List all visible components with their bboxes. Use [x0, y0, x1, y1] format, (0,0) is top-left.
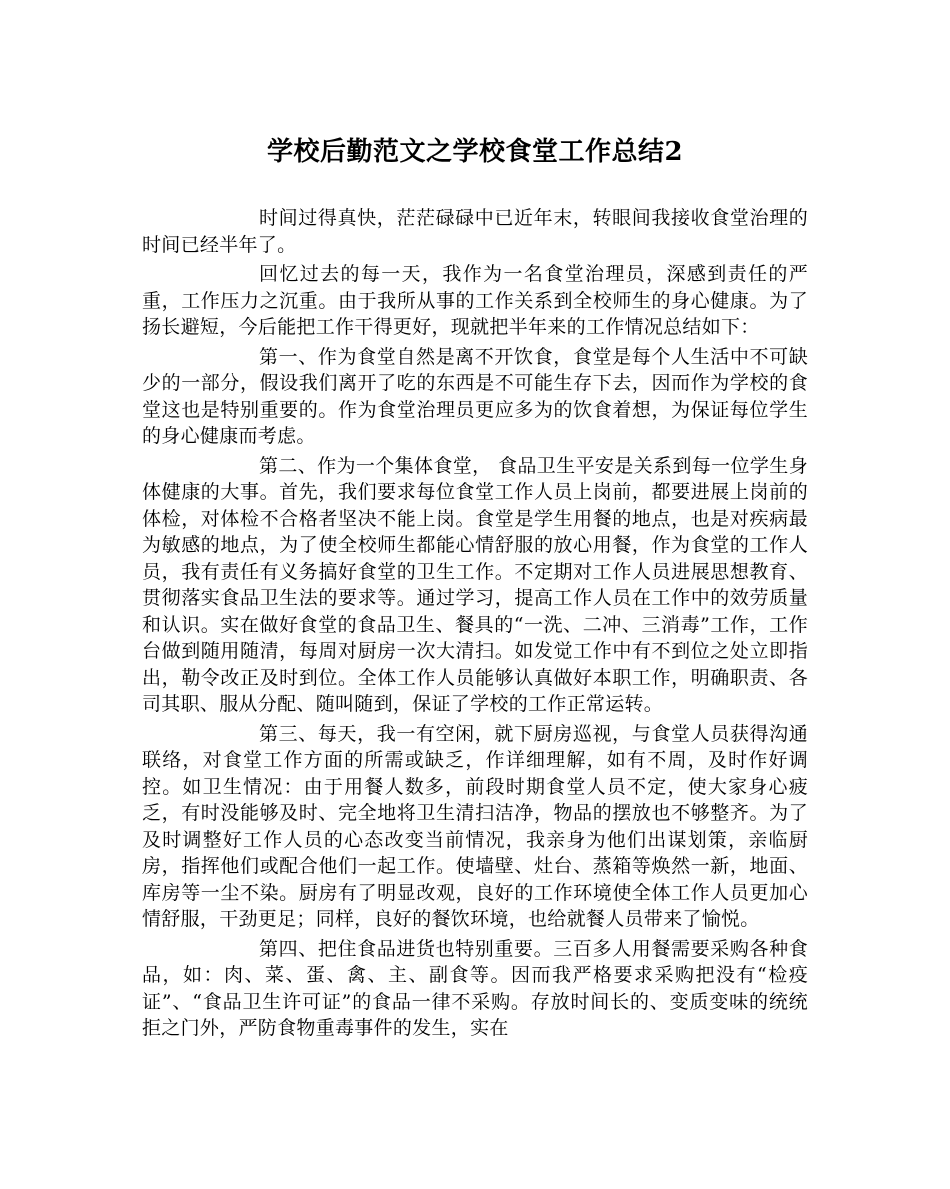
paragraph-5: 第三、每天，我一有空闲，就下厨房巡视，与食堂人员获得沟通联络，对食堂工作方面的所需或缺乏，作详细理解，如有不周，及时作好调控。如卫生情况：由于用餐人数多，前段时期食堂人员不定，使大家身心疲乏，有时没能够及时、完全地将卫生清扫洁净，物品的摆放也不够整齐。为了及时调整好工作人员的心态改变当前情况，我亲身为他们出谋划策，亲临厨房，指挥他们或配合他们一起工作。使墙壁、灶台、蒸箱等焕然一新，地面、库房等一尘不染。厨房有了明显改观，良好的工作环境使全体工作人员更加心情舒服，干劲更足；同样，良好的餐饮环境，也给就餐人员带来了愉悦。 [142, 722, 808, 930]
paragraph-3: 第一、作为食堂自然是离不开饮食，食堂是每个人生活中不可缺少的一部分，假设我们离开了吃的东西是不可能生存下去，因而作为学校的食堂这也是特别重要的。作为食堂治理员更应多为的饮食着想，为保证每位学生的身心健康而考虑。 [142, 345, 808, 447]
paragraph-2: 回忆过去的每一天，我作为一名食堂治理员，深感到责任的严重，工作压力之沉重。由于我所从事的工作关系到全校师生的身心健康。为了扬长避短，今后能把工作干得更好，现就把半年来的工作情况总结如下： [142, 263, 808, 338]
paragraph-4: 第二、作为一个集体食堂， 食品卫生平安是关系到每一位学生身体健康的大事。首先，我们要求每位食堂工作人员上岗前，都要进展上岗前的体检，对体检不合格者坚决不能上岗。食堂是学生用餐的地点，也是对疾病最为敏感的地点，为了使全校师生都能心情舒服的放心用餐，作为食堂的工作人员，我有责任有义务搞好食堂的卫生工作。不定期对工作人员进展思想教育、贯彻落实食品卫生法的要求等。通过学习，提高工作人员在工作中的效劳质量和认识。实在做好食堂的食品卫生、餐具的“一洗、二冲、三消毒”工作，工作台做到随用随清，每周对厨房一次大清扫。如发觉工作中有不到位之处立即指出，勒令改正及时到位。全体工作人员能够认真做好本职工作，明确职责、各司其职、服从分配、随叫随到，保证了学校的工作正常运转。 [142, 454, 808, 715]
paragraph-1: 时间过得真快，茫茫碌碌中已近年末，转眼间我接收食堂治理的时间已经半年了。 [142, 207, 808, 256]
paragraph-6: 第四、把住食品进货也特别重要。三百多人用餐需要采购各种食品，如：肉、菜、蛋、禽、主、副食等。因而我严格要求采购把没有“检疫证”、“食品卫生许可证”的食品一律不采购。存放时间长的、变质变味的统统拒之门外，严防食物重毒事件的发生，实在 [142, 937, 808, 1039]
document-title: 学校后勤范文之学校食堂工作总结2 [266, 137, 684, 167]
document-body [142, 205, 808, 1045]
